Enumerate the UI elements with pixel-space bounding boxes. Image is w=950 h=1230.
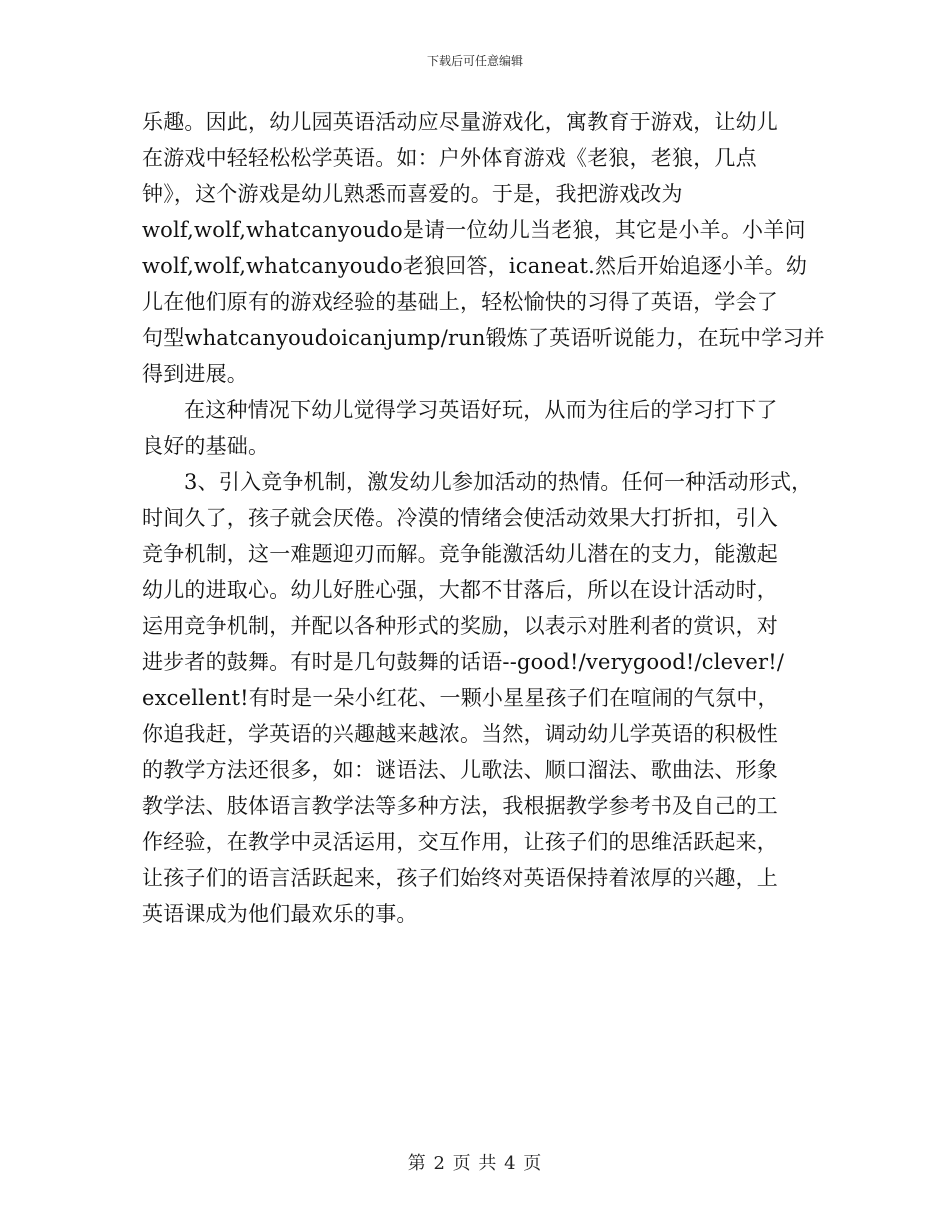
paragraph-line: 作经验，在教学中灵活运用，交互作用，让孩子们的思维活跃起来， [142, 830, 778, 854]
paragraph-line: 幼儿的进取心。幼儿好胜心强，大都不甘落后，所以在设计活动时， [142, 578, 778, 602]
paragraph-line: 运用竞争机制，并配以各种形式的奖励，以表示对胜利者的赏识，对 [142, 614, 778, 638]
paragraph-line: 在游戏中轻轻松松学英语。如：户外体育游戏《老狼，老狼，几点 [142, 146, 757, 170]
page-header: 下载后可任意编辑 [426, 54, 523, 68]
paragraph-line: 你追我赶，学英语的兴趣越来越浓。当然，调动幼儿学英语的积极性 [142, 722, 778, 746]
paragraph-line: 句型whatcanyoudoicanjump/run锻炼了英语听说能力，在玩中学习并 [142, 326, 825, 350]
page-number-footer: 第 2 页 共 4 页 [407, 1153, 543, 1174]
paragraph-line: 教学法、肢体语言教学法等多种方法，我根据教学参考书及自己的工 [142, 794, 778, 818]
paragraph-line: 钟》，这个游戏是幼儿熟悉而喜爱的。于是，我把游戏改为 [142, 182, 683, 206]
document-body [142, 104, 825, 932]
paragraph-line: 3、引入竞争机制，激发幼儿参加活动的热情。任何一种活动形式， [184, 470, 813, 494]
paragraph-line: wolf,wolf,whatcanyoudo老狼回答，icaneat.然后开始追逐小羊。幼 [142, 254, 808, 278]
paragraph-line: 竞争机制，这一难题迎刃而解。竞争能激活幼儿潜在的支力，能激起 [142, 542, 778, 566]
paragraph-line: 乐趣。因此，幼儿园英语活动应尽量游戏化，寓教育于游戏，让幼儿 [142, 110, 778, 134]
paragraph-line: 儿在他们原有的游戏经验的基础上，轻松愉快的习得了英语，学会了 [142, 290, 778, 314]
paragraph-line: 英语课成为他们最欢乐的事。 [142, 902, 418, 926]
paragraph-line: 得到进展。 [142, 362, 248, 386]
paragraph-line: 的教学方法还很多，如：谜语法、儿歌法、顺口溜法、歌曲法、形象 [142, 758, 778, 782]
paragraph-line: 良好的基础。 [142, 434, 270, 458]
paragraph-line: excellent!有时是一朵小红花、一颗小星星孩子们在喧闹的气氛中， [142, 686, 779, 710]
paragraph-line: 让孩子们的语言活跃起来，孩子们始终对英语保持着浓厚的兴趣，上 [142, 866, 778, 890]
paragraph-line: wolf,wolf,whatcanyoudo是请一位幼儿当老狼，其它是小羊。小羊问 [142, 218, 806, 242]
paragraph-line: 进步者的鼓舞。有时是几句鼓舞的话语--good!/verygood!/clever!/ [142, 650, 785, 674]
paragraph-line: 在这种情况下幼儿觉得学习英语好玩，从而为往后的学习打下了 [184, 398, 778, 422]
paragraph-line: 时间久了，孩子就会厌倦。冷漠的情绪会使活动效果大打折扣，引入 [142, 506, 778, 530]
